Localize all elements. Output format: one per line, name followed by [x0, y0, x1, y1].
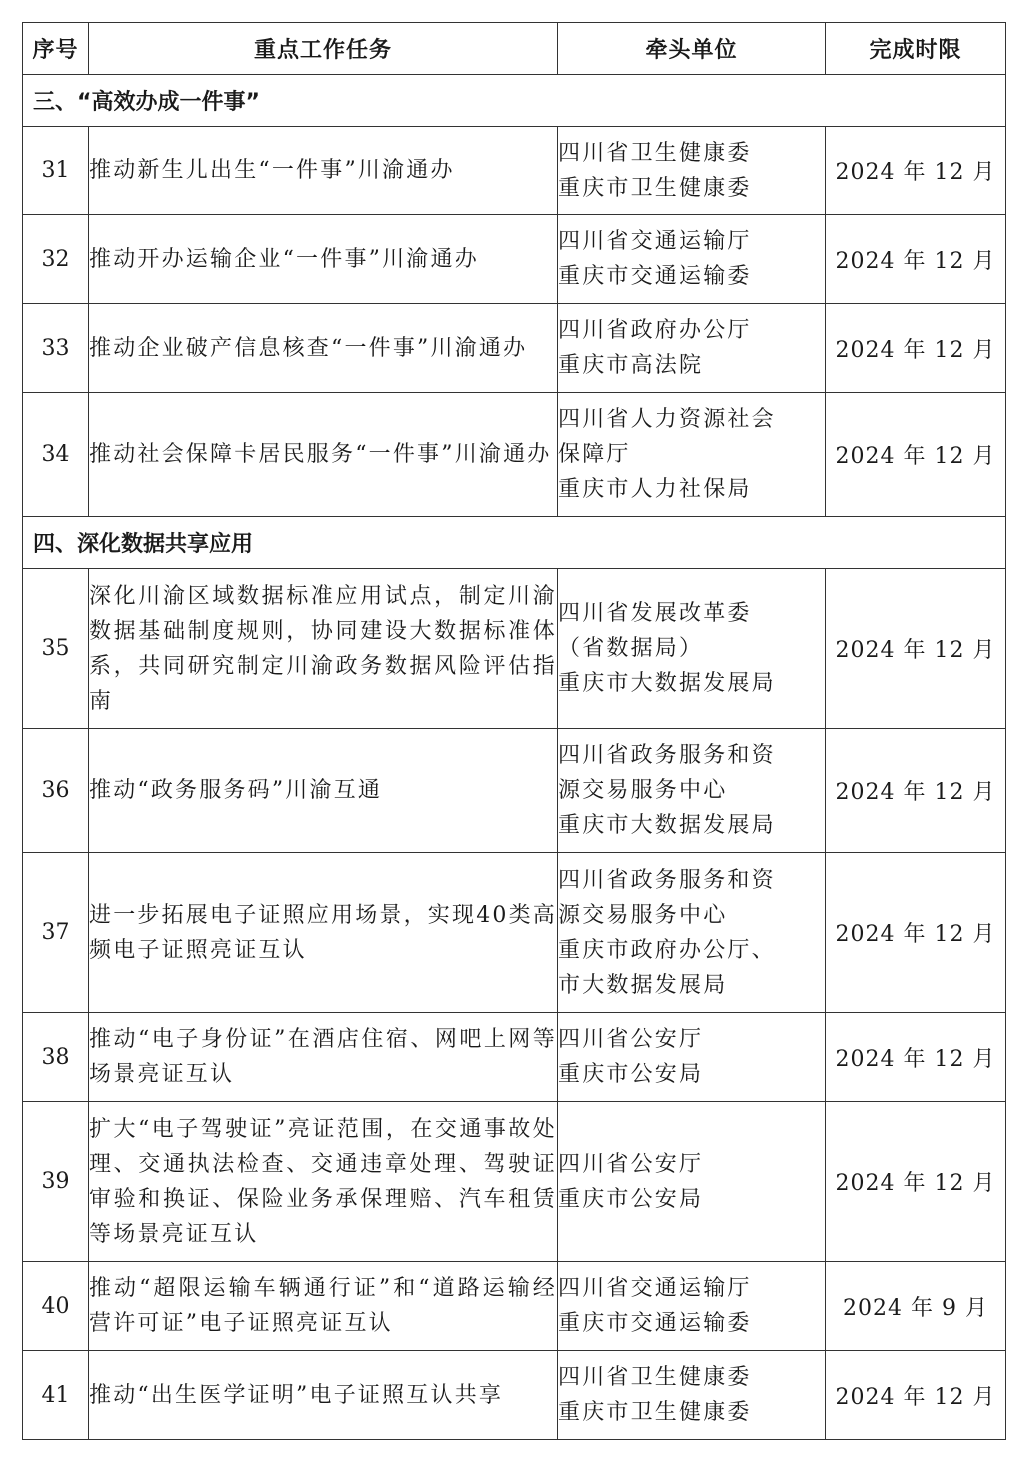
section-title: 四、深化数据共享应用 — [23, 517, 1006, 569]
lead-unit-line: 重庆市卫生健康委 — [558, 175, 752, 201]
row-task: 推动“政务服务码”川渝互通 — [89, 729, 558, 853]
row-deadline: 2024 年 12 月 — [826, 393, 1006, 517]
lead-unit-line: 重庆市卫生健康委 — [558, 1400, 752, 1425]
lead-unit-line: 重庆市公安局 — [558, 1186, 704, 1212]
row-seq: 31 — [23, 127, 89, 215]
table-row — [23, 127, 1006, 215]
row-seq: 40 — [23, 1262, 89, 1351]
row-task: 推动开办运输企业“一件事”川渝通办 — [89, 215, 558, 304]
lead-unit-line: 源交易服务中心 — [558, 902, 728, 928]
lead-unit-line: 四川省政府办公厅 — [558, 318, 752, 343]
table-row — [23, 304, 1006, 393]
row-lead — [558, 215, 826, 304]
row-lead — [558, 127, 826, 215]
row-lead — [558, 853, 826, 1013]
section-title: 三、“高效办成一件事” — [23, 75, 1006, 127]
lead-unit-line: （省数据局） — [558, 636, 704, 661]
task-table — [22, 22, 1006, 1440]
lead-unit-line: 重庆市高法院 — [558, 353, 704, 378]
row-lead — [558, 729, 826, 853]
row-deadline: 2024 年 12 月 — [826, 569, 1006, 729]
row-lead — [558, 1013, 826, 1102]
table-row — [23, 1262, 1006, 1351]
lead-unit-line: 保障厅 — [558, 442, 631, 467]
row-seq: 37 — [23, 853, 89, 1013]
header-task: 重点工作任务 — [89, 23, 558, 75]
row-task: 推动新生儿出生“一件事”川渝通办 — [89, 127, 558, 215]
row-deadline: 2024 年 9 月 — [826, 1262, 1006, 1351]
row-deadline: 2024 年 12 月 — [826, 729, 1006, 853]
lead-unit-line: 四川省人力资源社会 — [558, 407, 776, 432]
lead-unit-line: 四川省政务服务和资 — [558, 867, 776, 893]
lead-unit-line: 四川省政务服务和资 — [558, 743, 776, 768]
row-task: 深化川渝区域数据标准应用试点，制定川渝数据基础制度规则，协同建设大数据标准体系，共同研究制定川渝政务数据风险评估指南 — [89, 569, 558, 729]
section-row — [23, 517, 1006, 569]
header-deadline: 完成时限 — [826, 23, 1006, 75]
row-lead — [558, 569, 826, 729]
table-row — [23, 1013, 1006, 1102]
table-row — [23, 1102, 1006, 1262]
row-task: 推动社会保障卡居民服务“一件事”川渝通办 — [89, 393, 558, 517]
row-deadline: 2024 年 12 月 — [826, 304, 1006, 393]
row-seq: 41 — [23, 1351, 89, 1440]
row-lead — [558, 1102, 826, 1262]
row-seq: 36 — [23, 729, 89, 853]
row-seq: 39 — [23, 1102, 89, 1262]
row-seq: 35 — [23, 569, 89, 729]
lead-unit-line: 重庆市大数据发展局 — [558, 671, 776, 696]
lead-unit-line: 四川省卫生健康委 — [558, 1365, 752, 1390]
lead-unit-line: 四川省公安厅 — [558, 1151, 704, 1177]
lead-unit-line: 四川省卫生健康委 — [558, 140, 752, 166]
row-deadline: 2024 年 12 月 — [826, 1351, 1006, 1440]
row-deadline: 2024 年 12 月 — [826, 215, 1006, 304]
row-deadline: 2024 年 12 月 — [826, 1102, 1006, 1262]
table-row — [23, 569, 1006, 729]
lead-unit-line: 四川省交通运输厅 — [558, 229, 752, 254]
lead-unit-line: 重庆市交通运输委 — [558, 264, 752, 289]
row-lead — [558, 304, 826, 393]
row-seq: 34 — [23, 393, 89, 517]
row-deadline: 2024 年 12 月 — [826, 1013, 1006, 1102]
row-task: 推动“出生医学证明”电子证照互认共享 — [89, 1351, 558, 1440]
lead-unit-line: 重庆市交通运输委 — [558, 1311, 752, 1336]
lead-unit-line: 重庆市大数据发展局 — [558, 813, 776, 838]
table-row — [23, 853, 1006, 1013]
lead-unit-line: 市大数据发展局 — [558, 972, 728, 998]
lead-unit-line: 四川省公安厅 — [558, 1027, 704, 1052]
table-header-row — [23, 23, 1006, 75]
row-task: 扩大“电子驾驶证”亮证范围，在交通事故处理、交通执法检查、交通违章处理、驾驶证审验和换证、保险业务承保理赔、汽车租赁等场景亮证互认 — [89, 1102, 558, 1262]
lead-unit-line: 重庆市政府办公厅、 — [558, 937, 776, 963]
row-task: 推动“电子身份证”在酒店住宿、网吧上网等场景亮证互认 — [89, 1013, 558, 1102]
lead-unit-line: 重庆市公安局 — [558, 1062, 704, 1087]
row-lead — [558, 1262, 826, 1351]
row-seq: 33 — [23, 304, 89, 393]
row-seq: 32 — [23, 215, 89, 304]
table-row — [23, 393, 1006, 517]
lead-unit-line: 四川省发展改革委 — [558, 601, 752, 626]
row-task: 进一步拓展电子证照应用场景，实现40类高频电子证照亮证互认 — [89, 853, 558, 1013]
table-row — [23, 215, 1006, 304]
row-lead — [558, 1351, 826, 1440]
table-row — [23, 1351, 1006, 1440]
row-deadline: 2024 年 12 月 — [826, 127, 1006, 215]
row-task: 推动“超限运输车辆通行证”和“道路运输经营许可证”电子证照亮证互认 — [89, 1262, 558, 1351]
lead-unit-line: 源交易服务中心 — [558, 778, 728, 803]
table-body — [23, 75, 1006, 1440]
header-seq: 序号 — [23, 23, 89, 75]
row-seq: 38 — [23, 1013, 89, 1102]
lead-unit-line: 四川省交通运输厅 — [558, 1276, 752, 1301]
table-row — [23, 729, 1006, 853]
row-deadline: 2024 年 12 月 — [826, 853, 1006, 1013]
section-row — [23, 75, 1006, 127]
lead-unit-line: 重庆市人力社保局 — [558, 477, 752, 502]
row-lead — [558, 393, 826, 517]
row-task: 推动企业破产信息核查“一件事”川渝通办 — [89, 304, 558, 393]
header-lead: 牵头单位 — [558, 23, 826, 75]
